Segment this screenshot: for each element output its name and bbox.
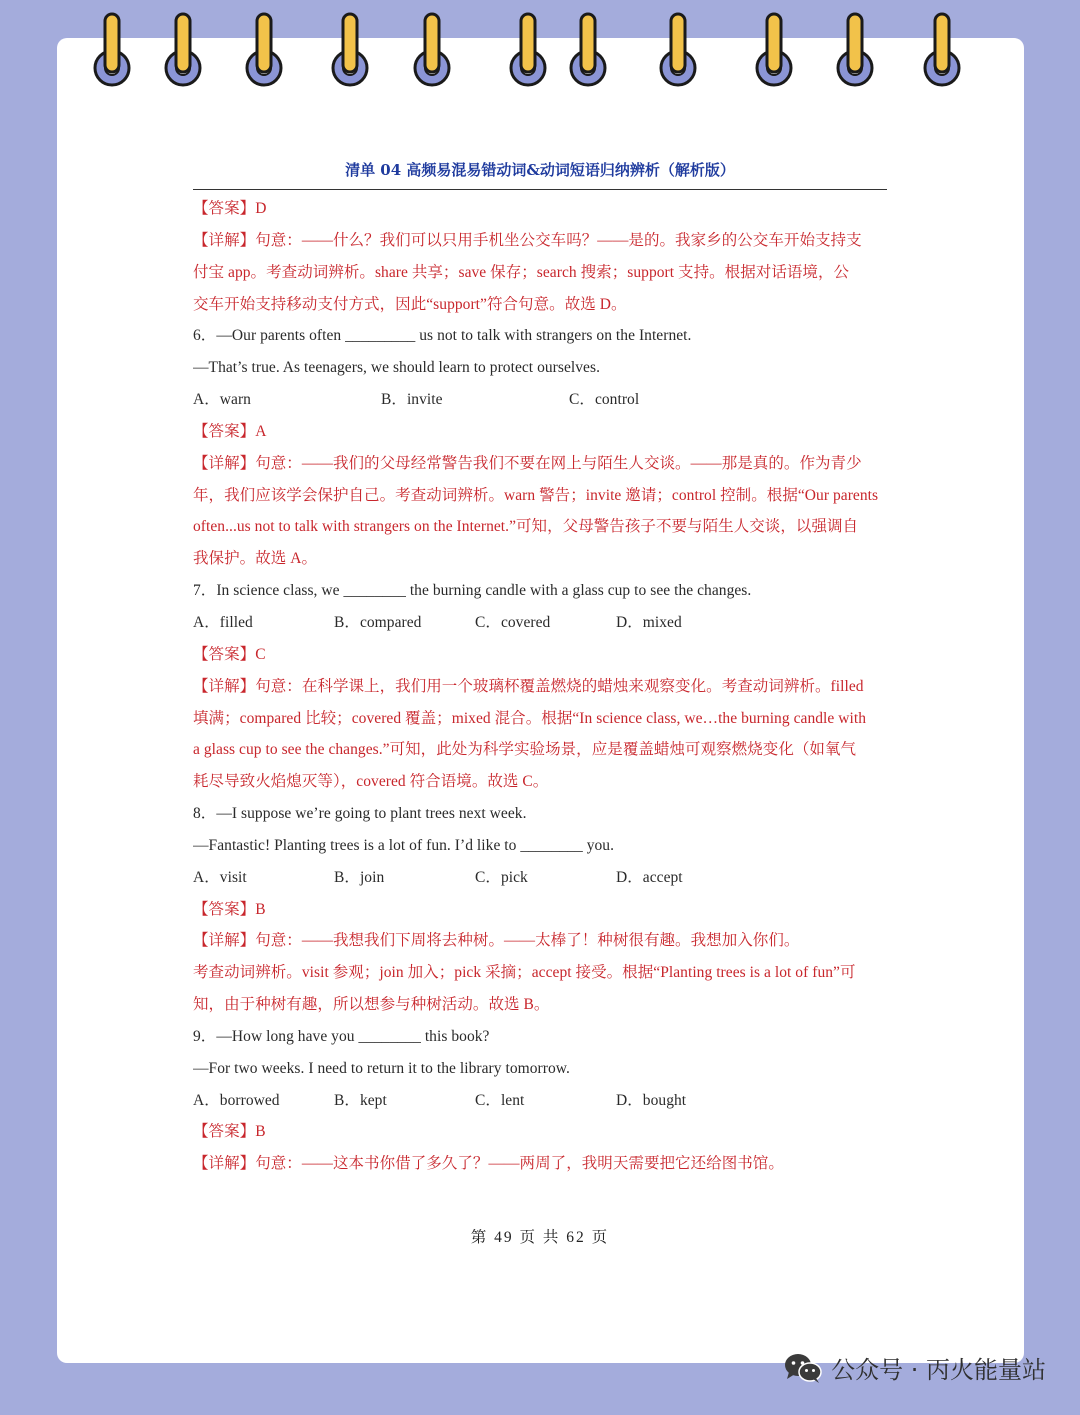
binder-ring xyxy=(835,12,875,90)
explanation-line xyxy=(193,703,888,735)
question-line xyxy=(193,1053,888,1085)
detail-tag: 【详解】 xyxy=(193,231,256,249)
line-text: —Fantastic! Planting trees is a lot of fun. I’d like to ________ you. xyxy=(193,836,615,854)
line-text: D xyxy=(255,200,267,217)
line-text: 年，我们应该学会保护自己。考查动词辨析。warn 警告；invite 邀请；control 控制。根据“Our parents xyxy=(193,486,879,504)
binder-ring xyxy=(163,12,203,90)
option-item: D．mixed xyxy=(616,613,682,631)
explanation-line xyxy=(193,448,888,480)
answer-options xyxy=(193,384,888,416)
binder-ring xyxy=(922,12,962,90)
option-item: A．warn xyxy=(193,391,251,409)
page-number: 第 49 页 共 62 页 xyxy=(470,1229,610,1246)
line-text: 耗尽导致火焰熄灭等），covered 符合语境。故选 C。 xyxy=(193,773,549,791)
line-text: 8．—I suppose we’re going to plant trees next week. xyxy=(193,805,527,823)
explanation-line xyxy=(193,511,888,543)
option-item: A．borrowed xyxy=(193,1091,280,1109)
watermark-text: 公众号 · 丙火能量站 xyxy=(831,1356,1046,1384)
line-text: 付宝 app。考查动词辨析。share 共享；save 保存；search 搜索；support 支持。根据对话语境，公 xyxy=(193,263,850,281)
option-item: B．kept xyxy=(334,1091,387,1109)
binder-ring xyxy=(568,12,608,90)
option-item: C．lent xyxy=(475,1091,525,1109)
explanation-line xyxy=(193,925,888,957)
binder-ring xyxy=(658,12,698,90)
answer-tag: 【答案】 xyxy=(193,200,256,217)
line-text: B xyxy=(255,1123,266,1141)
line-text: 交车开始支持移动支付方式，因此“support”符合句意。故选 D。 xyxy=(193,295,627,313)
line-text: often...us not to talk with strangers on the Internet.”可知，父母警告孩子不要与陌生人交谈，以强调自 xyxy=(193,518,859,536)
detail-tag: 【详解】 xyxy=(193,677,256,695)
line-text: 9．—How long have you ________ this book? xyxy=(193,1027,490,1045)
explanation-line xyxy=(193,734,888,766)
answer-options xyxy=(193,862,888,894)
line-text: 知，由于种树有趣，所以想参与种树活动。故选 B。 xyxy=(193,996,550,1014)
question-line xyxy=(193,575,888,607)
question-line xyxy=(193,352,888,384)
answer-options xyxy=(193,1085,888,1117)
line-text: a glass cup to see the changes.”可知，此处为科学实验场景，应是覆盖蜡烛可观察燃烧变化（如氧气 xyxy=(193,741,857,759)
document-body xyxy=(193,193,888,1180)
line-text: C xyxy=(255,645,266,663)
line-text: 7．In science class, we ________ the burning candle with a glass cup to see the changes. xyxy=(193,582,752,600)
explanation-line xyxy=(193,989,888,1021)
line-text: 句意：——我想我们下周将去种树。——太棒了！种树很有趣。我想加入你们。 xyxy=(255,932,800,950)
answer-tag: 【答案】 xyxy=(193,645,256,663)
answer-tag: 【答案】 xyxy=(193,422,256,440)
binder-ring xyxy=(754,12,794,90)
option-item: A．filled xyxy=(193,613,253,631)
explanation-line xyxy=(193,1148,888,1180)
explanation-line xyxy=(193,225,888,257)
line-text: 句意：——我们的父母经常警告我们不要在网上与陌生人交谈。——那是真的。作为青少 xyxy=(255,454,862,472)
answer-tag: 【答案】 xyxy=(193,900,256,918)
question-line xyxy=(193,798,888,830)
line-text: 6．—Our parents often _________ us not to talk with strangers on the Internet. xyxy=(193,327,692,345)
explanation-line xyxy=(193,957,888,989)
option-item: A．visit xyxy=(193,868,247,886)
binder-ring xyxy=(508,12,548,90)
option-item: B．join xyxy=(334,868,385,886)
title-divider xyxy=(193,189,887,190)
explanation-line xyxy=(193,480,888,512)
detail-tag: 【详解】 xyxy=(193,1155,256,1173)
question-line xyxy=(193,320,888,352)
explanation-line xyxy=(193,257,888,289)
page-title: 清单 04 高频易混易错动词&动词短语归纳辨析（解析版） xyxy=(345,161,735,179)
binder-ring xyxy=(330,12,370,90)
binder-ring xyxy=(412,12,452,90)
answer-line xyxy=(193,416,888,448)
line-text: —That’s true. As teenagers, we should learn to protect ourselves. xyxy=(193,359,600,377)
line-text: —For two weeks. I need to return it to the library tomorrow. xyxy=(193,1059,570,1077)
answer-line xyxy=(193,639,888,671)
option-item: D．accept xyxy=(616,868,683,886)
question-line xyxy=(193,1021,888,1053)
option-item: B．invite xyxy=(381,391,443,409)
binder-ring xyxy=(244,12,284,90)
option-item: C．control xyxy=(569,391,640,409)
binder-ring xyxy=(92,12,132,90)
line-text: A xyxy=(255,422,267,440)
line-text: B xyxy=(255,900,266,918)
line-text: 句意：在科学课上，我们用一个玻璃杯覆盖燃烧的蜡烛来观察变化。考查动词辨析。filled xyxy=(255,677,864,695)
option-item: B．compared xyxy=(334,613,422,631)
line-text: 考查动词辨析。visit 参观；join 加入；pick 采摘；accept 接受。根据“Planting trees is a lot of fun”可 xyxy=(193,964,856,982)
answer-tag: 【答案】 xyxy=(193,1123,256,1141)
option-item: C．covered xyxy=(475,613,551,631)
answer-line xyxy=(193,894,888,926)
line-text: 我保护。故选 A。 xyxy=(193,550,318,568)
explanation-line xyxy=(193,766,888,798)
option-item: C．pick xyxy=(475,868,528,886)
line-text: 句意：——什么？我们可以只用手机坐公交车吗？——是的。我家乡的公交车开始支持支 xyxy=(255,231,862,249)
detail-tag: 【详解】 xyxy=(193,454,256,472)
answer-options xyxy=(193,607,888,639)
question-line xyxy=(193,830,888,862)
option-item: D．bought xyxy=(616,1091,687,1109)
watermark xyxy=(783,1350,1046,1385)
answer-line xyxy=(193,1116,888,1148)
line-text: 填满；compared 比较；covered 覆盖；mixed 混合。根据“In science class, we…the burning candle with xyxy=(193,709,867,727)
answer-line xyxy=(193,193,888,225)
explanation-line xyxy=(193,671,888,703)
wechat-icon xyxy=(783,1352,823,1384)
explanation-line xyxy=(193,543,888,575)
explanation-line xyxy=(193,289,888,321)
line-text: 句意：——这本书你借了多久了？——两周了，我明天需要把它还给图书馆。 xyxy=(255,1155,784,1173)
detail-tag: 【详解】 xyxy=(193,932,256,950)
